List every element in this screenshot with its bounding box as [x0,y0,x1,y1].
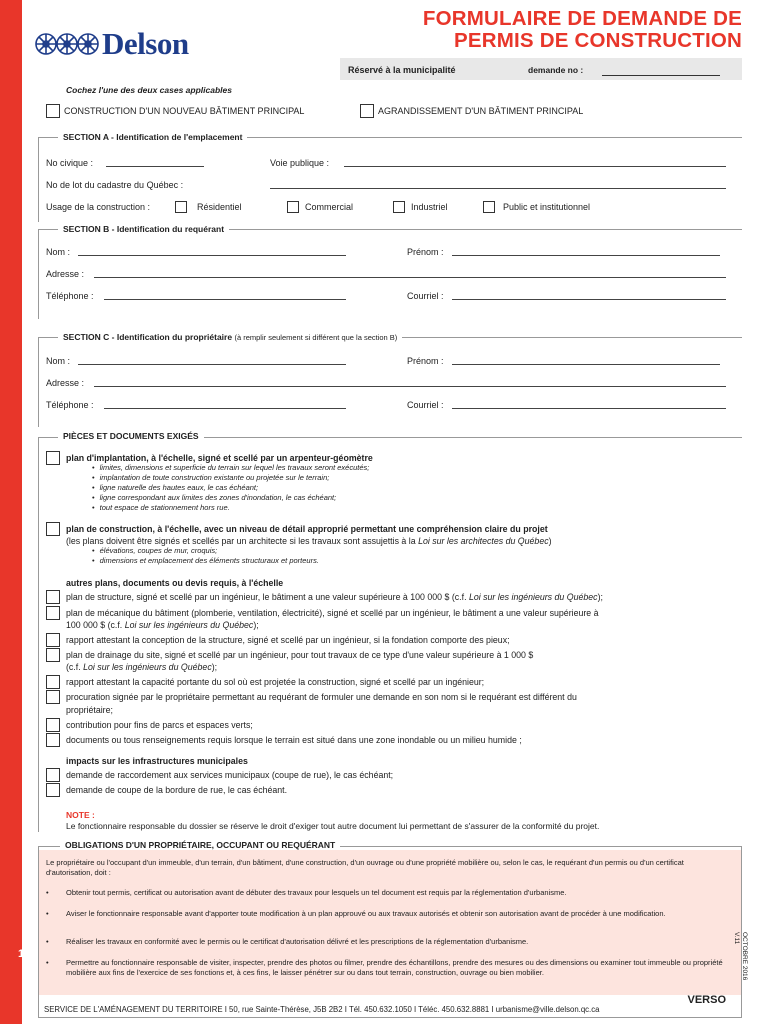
parks-contribution-label: contribution pour fins de parcs et espaces verts; [66,720,253,730]
structure-plan-checkbox[interactable] [46,590,60,604]
applicant-phone-label: Téléphone : [46,291,94,301]
mechanical-plan-label: plan de mécanique du bâtiment (plomberie, ventilation, électricité), signé et scellé par un ingénieur, le bâtiment a une valeur supérieure à [66,608,599,618]
civic-no-label: No civique : [46,158,94,168]
plan-implantation-label: plan d'implantation, à l'échelle, signé et scellé par un arpenteur-géomètre [66,453,373,463]
usage-residential-label: Résidentiel [197,202,242,212]
usage-residential-checkbox[interactable] [175,201,187,213]
list-item: • ligne naturelle des hautes eaux, le cas échéant; [92,483,369,493]
usage-public-checkbox[interactable] [483,201,495,213]
section-a-title: SECTION A - Identification de l'emplacement [58,132,247,142]
reserved-label: Réservé à la municipalité [348,65,456,75]
structure-plan-label [66,592,603,602]
title-line-2: PERMIS DE CONSTRUCTION [454,29,742,52]
drainage-plan-cf: (c.f. [66,662,84,672]
owner-address-label: Adresse : [46,378,85,388]
owner-phone-field[interactable] [104,408,346,409]
usage-label: Usage de la construction : [46,202,151,212]
delson-wheels-icon [34,29,100,59]
obligation-text: Obtenir tout permis, certificat ou autorisation avant de débuter des travaux pour lesquels un tel document est requis par la réglementation d'urbanisme. [66,888,567,897]
section-c-title [58,332,402,342]
applicant-phone-field[interactable] [104,299,346,300]
note-text: Le fonctionnaire responsable du dossier se réserve le droit d'exiger tout autre document lui permettant de s'assurer de la conformité du projet. [66,821,600,831]
connection-request-label: demande de raccordement aux services municipaux (coupe de rue), le cas échéant; [66,770,394,780]
obligation-text: Réaliser les travaux en conformité avec le permis ou le certificat d'autorisation délivré et les prescriptions de la réglementation d'urbanisme. [66,937,529,946]
plan-construction-note-end: ) [548,536,552,546]
list-item [46,958,732,977]
obligation-text: Aviser le fonctionnaire responsable avant d'apporter toute modification à un plan approuvé ou aux travaux autorisés et obtenir son autorisation avant de procéder à une modification. [66,909,666,918]
mechanical-plan-end: ); [253,620,259,630]
plan-construction-note-text: (les plans doivent être signés et scellés par un architecte si les travaux sont assujettis à la [66,536,419,546]
choice-instruction: Cochez l'une des deux cases applicables [66,85,232,95]
title-line-1: FORMULAIRE DE DEMANDE DE [422,7,742,30]
plan-construction-label: plan de construction, à l'échelle, avec un niveau de détail approprié permettant une compréhension claire du projet [66,524,548,534]
proxy-label: procuration signée par le propriétaire permettant au requérant de formuler une demande en son nom si le requérant est différent du [66,692,577,702]
applicant-name-field[interactable] [78,255,346,256]
applicant-firstname-field[interactable] [452,255,720,256]
section-c-title-text: SECTION C - Identification du propriétaire [63,332,233,342]
applicant-email-label: Courriel : [407,291,444,301]
usage-public-label: Public et institutionnel [503,202,591,212]
owner-email-field[interactable] [452,408,726,409]
list-item: • implantation de toute construction existante ou projetée sur le terrain; [92,473,369,483]
usage-industrial-checkbox[interactable] [393,201,405,213]
red-side-bar [0,0,25,1024]
applicant-email-field[interactable] [452,299,726,300]
drainage-plan-label: plan de drainage du site, signé et scellé par un ingénieur, pour tout travaux de ce type d'une valeur supérieure à 1 000 $ [66,650,534,660]
drainage-plan-end: ); [211,662,218,672]
street-label: Voie publique : [270,158,330,168]
parks-contribution-checkbox[interactable] [46,718,60,732]
demand-no-field[interactable] [602,75,720,76]
new-building-label: CONSTRUCTION D'UN NOUVEAU BÂTIMENT PRINCIPAL [64,106,305,116]
applicant-name-label: Nom : [46,247,71,257]
list-item: • limites, dimensions et superficie du terrain sur lequel les travaux seront exécutés; [92,463,369,473]
list-item: • ligne correspondant aux limites des zones d'inondation, le cas échéant; [92,493,369,503]
construction-bullets [92,546,319,566]
civic-no-field[interactable] [106,166,204,167]
extension-label: AGRANDISSEMENT D'UN BÂTIMENT PRINCIPAL [378,106,584,116]
applicant-firstname-label: Prénom : [407,247,444,257]
form-title [423,8,742,52]
flood-zone-docs-checkbox[interactable] [46,733,60,747]
engineers-law-ref: Loi sur les ingénieurs du Québec [468,592,598,602]
usage-industrial-label: Industriel [411,202,448,212]
owner-name-label: Nom : [46,356,71,366]
owner-firstname-field[interactable] [452,364,720,365]
list-item [46,909,732,919]
owner-address-field[interactable] [94,386,726,387]
extension-checkbox[interactable] [360,104,374,118]
soil-report-label: rapport attestant la capacité portante du sol où est projetée la construction, signé et scellé par un ingénieur; [66,677,485,687]
mechanical-plan-cont [66,620,259,630]
bullet: • [46,909,49,918]
plan-implantation-checkbox[interactable] [46,451,60,465]
obligation-text: Permettre au fonctionnaire responsable de visiter, inspecter, prendre des photos ou filmer, prendre des échantillons, prendre des mesures ou des dimensions ou examiner tout immeuble ou propriété mobilière aux fins de l'exercice de ses fonctions et, à ces fins, le laisser pénétrer sur ou dans tout terrain, construction, ouvrage ou bien mobilier. [66,958,723,977]
list-item: • dimensions et emplacement des éléments structuraux et porteurs. [92,556,319,566]
owner-phone-label: Téléphone : [46,400,94,410]
new-building-checkbox[interactable] [46,104,60,118]
section-c-frame [38,337,742,427]
verso-label: VERSO [687,994,726,1006]
revision-info [732,932,748,980]
connection-request-checkbox[interactable] [46,768,60,782]
owner-firstname-label: Prénom : [407,356,444,366]
delson-logo [34,26,189,62]
proxy-checkbox[interactable] [46,690,60,704]
architects-law-ref: Loi sur les architectes du Québec [418,536,549,546]
soil-report-checkbox[interactable] [46,675,60,689]
footer-contact: SERVICE DE L'AMÉNAGEMENT DU TERRITOIRE I 50, rue Sainte-Thérèse, J5B 2B2 I Tél. 450.632.1050 I Téléc. 450.632.8881 I urbanisme@ville.delson.qc.ca [44,1005,600,1014]
curb-cut-checkbox[interactable] [46,783,60,797]
bullet: • [46,937,49,946]
proxy-cont: propriétaire; [66,705,113,715]
mechanical-plan-amount: 100 000 $ (c.f. [66,620,125,630]
revision-version: V.11 [733,932,740,945]
applicant-address-field[interactable] [94,277,726,278]
engineers-law-ref: Loi sur les ingénieurs du Québec [83,662,212,672]
bullet: • [46,958,49,967]
drainage-plan-cont [66,662,217,672]
structure-report-checkbox[interactable] [46,633,60,647]
revision-date: OCTOBRE 2016 [741,932,748,981]
section-b-title: SECTION B - Identification du requérant [58,224,229,234]
owner-name-field[interactable] [78,364,346,365]
lot-label: No de lot du cadastre du Québec : [46,180,184,190]
drainage-plan-checkbox[interactable] [46,648,60,662]
flood-zone-docs-label: documents ou tous renseignements requis lorsque le terrain est situé dans une zone inondable ou un milieu humide ; [66,735,522,745]
demand-no-label: demande no : [528,65,584,75]
list-item: • tout espace de stationnement hors rue. [92,503,369,513]
list-item: • élévations, coupes de mur, croquis; [92,546,319,556]
applicant-address-label: Adresse : [46,269,85,279]
structure-plan-end: ); [597,592,603,602]
usage-commercial-label: Commercial [305,202,354,212]
infra-title: impacts sur les infrastructures municipales [66,756,248,766]
street-field[interactable] [344,166,726,167]
list-item [46,937,732,947]
logo-text: Delson [102,26,189,61]
engineers-law-ref: Loi sur les ingénieurs du Québec [124,620,254,630]
usage-commercial-checkbox[interactable] [287,201,299,213]
plan-construction-checkbox[interactable] [46,522,60,536]
structure-plan-text: plan de structure, signé et scellé par un ingénieur, le bâtiment a une valeur supérieure à 100 000 $ (c.f. [66,592,469,602]
obligations-title: OBLIGATIONS D'UN PROPRIÉTAIRE, OCCUPANT OU REQUÉRANT [60,840,340,850]
plan-construction-note [66,536,552,546]
owner-email-label: Courriel : [407,400,444,410]
section-b-frame [38,229,742,319]
other-docs-title: autres plans, documents ou devis requis, à l'échelle [66,578,284,588]
note-label: NOTE : [66,810,95,820]
reserved-box [340,58,742,80]
documents-title: PIÈCES ET DOCUMENTS EXIGÉS [58,431,204,441]
list-item [46,888,732,898]
structure-report-label: rapport attestant la conception de la structure, signé et scellé par un ingénieur, si la fondation comporte des pieux; [66,635,510,645]
implantation-bullets [92,463,369,513]
page-number: 1 [18,948,25,960]
section-c-subtitle: (à remplir seulement si différent que la section B) [234,333,398,342]
lot-field[interactable] [270,188,726,189]
bullet: • [46,888,49,897]
obligations-intro: Le propriétaire ou l'occupant d'un immeuble, d'un terrain, d'un bâtiment, d'une construction, d'un ouvrage ou d'une propriété mobilière ou, selon le cas, le requérant d'un permis ou d'un certificat d'autorisation, doit : [46,858,684,877]
mechanical-plan-checkbox[interactable] [46,606,60,620]
curb-cut-label: demande de coupe de la bordure de rue, le cas échéant. [66,785,288,795]
